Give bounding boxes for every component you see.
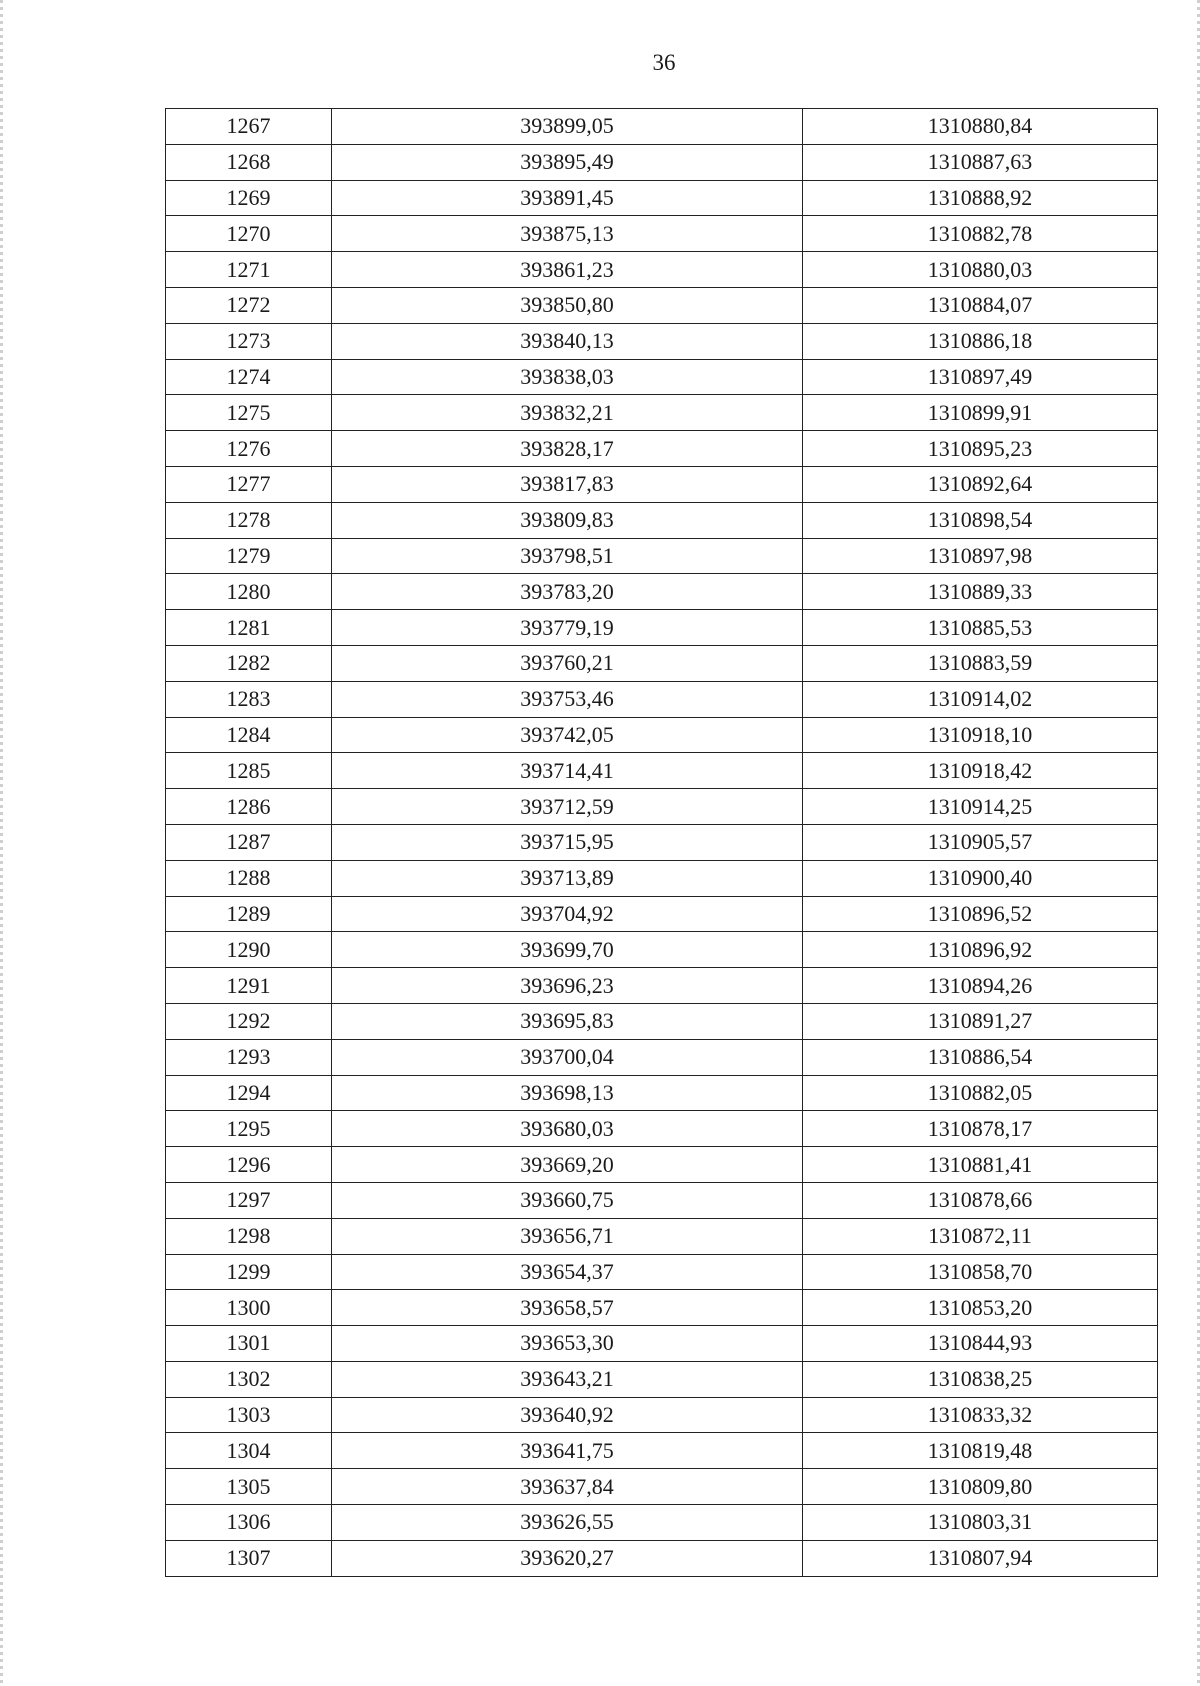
point-number-cell: 1275 — [166, 395, 332, 431]
x-coordinate-cell: 393742,05 — [332, 717, 803, 753]
point-number-cell: 1289 — [166, 896, 332, 932]
table-row — [166, 1254, 1158, 1290]
table-row — [166, 1540, 1158, 1576]
x-coordinate-cell: 393895,49 — [332, 144, 803, 180]
y-coordinate-cell: 1310889,33 — [803, 574, 1158, 610]
table-row — [166, 1111, 1158, 1147]
y-coordinate-cell: 1310899,91 — [803, 395, 1158, 431]
point-number-cell: 1276 — [166, 431, 332, 467]
point-number-cell: 1291 — [166, 968, 332, 1004]
y-coordinate-cell: 1310853,20 — [803, 1290, 1158, 1326]
table-row — [166, 180, 1158, 216]
table-row — [166, 1505, 1158, 1541]
table-row — [166, 1182, 1158, 1218]
y-coordinate-cell: 1310888,92 — [803, 180, 1158, 216]
y-coordinate-cell: 1310900,40 — [803, 860, 1158, 896]
table-row — [166, 1433, 1158, 1469]
x-coordinate-cell: 393654,37 — [332, 1254, 803, 1290]
point-number-cell: 1274 — [166, 359, 332, 395]
table-row — [166, 645, 1158, 681]
table-row — [166, 1039, 1158, 1075]
table-row — [166, 323, 1158, 359]
y-coordinate-cell: 1310892,64 — [803, 466, 1158, 502]
x-coordinate-cell: 393656,71 — [332, 1218, 803, 1254]
point-number-cell: 1302 — [166, 1361, 332, 1397]
coordinates-table — [165, 108, 1158, 1577]
table-row — [166, 216, 1158, 252]
x-coordinate-cell: 393699,70 — [332, 932, 803, 968]
y-coordinate-cell: 1310858,70 — [803, 1254, 1158, 1290]
x-coordinate-cell: 393653,30 — [332, 1326, 803, 1362]
x-coordinate-cell: 393779,19 — [332, 610, 803, 646]
point-number-cell: 1273 — [166, 323, 332, 359]
y-coordinate-cell: 1310883,59 — [803, 645, 1158, 681]
y-coordinate-cell: 1310819,48 — [803, 1433, 1158, 1469]
table-row — [166, 717, 1158, 753]
y-coordinate-cell: 1310914,25 — [803, 789, 1158, 825]
x-coordinate-cell: 393698,13 — [332, 1075, 803, 1111]
x-coordinate-cell: 393809,83 — [332, 502, 803, 538]
point-number-cell: 1303 — [166, 1397, 332, 1433]
point-number-cell: 1304 — [166, 1433, 332, 1469]
point-number-cell: 1272 — [166, 287, 332, 323]
point-number-cell: 1298 — [166, 1218, 332, 1254]
point-number-cell: 1292 — [166, 1003, 332, 1039]
y-coordinate-cell: 1310833,32 — [803, 1397, 1158, 1433]
table-row — [166, 109, 1158, 145]
x-coordinate-cell: 393712,59 — [332, 789, 803, 825]
x-coordinate-cell: 393658,57 — [332, 1290, 803, 1326]
y-coordinate-cell: 1310884,07 — [803, 287, 1158, 323]
x-coordinate-cell: 393700,04 — [332, 1039, 803, 1075]
table-row — [166, 1326, 1158, 1362]
x-coordinate-cell: 393640,92 — [332, 1397, 803, 1433]
y-coordinate-cell: 1310896,92 — [803, 932, 1158, 968]
table-row — [166, 1218, 1158, 1254]
x-coordinate-cell: 393695,83 — [332, 1003, 803, 1039]
table-row — [166, 1147, 1158, 1183]
point-number-cell: 1278 — [166, 502, 332, 538]
x-coordinate-cell: 393850,80 — [332, 287, 803, 323]
table-row — [166, 968, 1158, 1004]
y-coordinate-cell: 1310918,42 — [803, 753, 1158, 789]
table-row — [166, 287, 1158, 323]
table-row — [166, 359, 1158, 395]
y-coordinate-cell: 1310885,53 — [803, 610, 1158, 646]
x-coordinate-cell: 393669,20 — [332, 1147, 803, 1183]
table-row — [166, 610, 1158, 646]
coordinates-table-body — [166, 109, 1158, 1577]
y-coordinate-cell: 1310844,93 — [803, 1326, 1158, 1362]
y-coordinate-cell: 1310905,57 — [803, 824, 1158, 860]
point-number-cell: 1286 — [166, 789, 332, 825]
table-row — [166, 1290, 1158, 1326]
point-number-cell: 1277 — [166, 466, 332, 502]
scan-edge-left — [0, 0, 3, 1686]
point-number-cell: 1288 — [166, 860, 332, 896]
x-coordinate-cell: 393641,75 — [332, 1433, 803, 1469]
point-number-cell: 1295 — [166, 1111, 332, 1147]
y-coordinate-cell: 1310898,54 — [803, 502, 1158, 538]
x-coordinate-cell: 393828,17 — [332, 431, 803, 467]
y-coordinate-cell: 1310803,31 — [803, 1505, 1158, 1541]
table-row — [166, 1075, 1158, 1111]
point-number-cell: 1301 — [166, 1326, 332, 1362]
y-coordinate-cell: 1310881,41 — [803, 1147, 1158, 1183]
table-row — [166, 466, 1158, 502]
x-coordinate-cell: 393696,23 — [332, 968, 803, 1004]
table-row — [166, 395, 1158, 431]
x-coordinate-cell: 393680,03 — [332, 1111, 803, 1147]
x-coordinate-cell: 393713,89 — [332, 860, 803, 896]
x-coordinate-cell: 393840,13 — [332, 323, 803, 359]
table-row — [166, 932, 1158, 968]
point-number-cell: 1281 — [166, 610, 332, 646]
x-coordinate-cell: 393899,05 — [332, 109, 803, 145]
table-row — [166, 753, 1158, 789]
point-number-cell: 1287 — [166, 824, 332, 860]
point-number-cell: 1306 — [166, 1505, 332, 1541]
y-coordinate-cell: 1310882,78 — [803, 216, 1158, 252]
point-number-cell: 1300 — [166, 1290, 332, 1326]
x-coordinate-cell: 393637,84 — [332, 1469, 803, 1505]
table-row — [166, 252, 1158, 288]
point-number-cell: 1280 — [166, 574, 332, 610]
y-coordinate-cell: 1310880,84 — [803, 109, 1158, 145]
point-number-cell: 1297 — [166, 1182, 332, 1218]
x-coordinate-cell: 393861,23 — [332, 252, 803, 288]
point-number-cell: 1269 — [166, 180, 332, 216]
y-coordinate-cell: 1310878,17 — [803, 1111, 1158, 1147]
point-number-cell: 1267 — [166, 109, 332, 145]
table-row — [166, 1361, 1158, 1397]
table-row — [166, 681, 1158, 717]
point-number-cell: 1294 — [166, 1075, 332, 1111]
point-number-cell: 1270 — [166, 216, 332, 252]
y-coordinate-cell: 1310918,10 — [803, 717, 1158, 753]
y-coordinate-cell: 1310878,66 — [803, 1182, 1158, 1218]
point-number-cell: 1296 — [166, 1147, 332, 1183]
point-number-cell: 1285 — [166, 753, 332, 789]
y-coordinate-cell: 1310882,05 — [803, 1075, 1158, 1111]
point-number-cell: 1268 — [166, 144, 332, 180]
x-coordinate-cell: 393838,03 — [332, 359, 803, 395]
x-coordinate-cell: 393620,27 — [332, 1540, 803, 1576]
table-row — [166, 1003, 1158, 1039]
table-row — [166, 538, 1158, 574]
point-number-cell: 1307 — [166, 1540, 332, 1576]
y-coordinate-cell: 1310880,03 — [803, 252, 1158, 288]
table-row — [166, 789, 1158, 825]
y-coordinate-cell: 1310894,26 — [803, 968, 1158, 1004]
point-number-cell: 1279 — [166, 538, 332, 574]
x-coordinate-cell: 393832,21 — [332, 395, 803, 431]
x-coordinate-cell: 393715,95 — [332, 824, 803, 860]
point-number-cell: 1283 — [166, 681, 332, 717]
page-number: 36 — [652, 50, 676, 75]
y-coordinate-cell: 1310809,80 — [803, 1469, 1158, 1505]
y-coordinate-cell: 1310838,25 — [803, 1361, 1158, 1397]
point-number-cell: 1305 — [166, 1469, 332, 1505]
y-coordinate-cell: 1310887,63 — [803, 144, 1158, 180]
table-row — [166, 144, 1158, 180]
y-coordinate-cell: 1310897,98 — [803, 538, 1158, 574]
table-row — [166, 502, 1158, 538]
table-row — [166, 1469, 1158, 1505]
point-number-cell: 1293 — [166, 1039, 332, 1075]
y-coordinate-cell: 1310896,52 — [803, 896, 1158, 932]
x-coordinate-cell: 393660,75 — [332, 1182, 803, 1218]
point-number-cell: 1284 — [166, 717, 332, 753]
y-coordinate-cell: 1310886,54 — [803, 1039, 1158, 1075]
y-coordinate-cell: 1310872,11 — [803, 1218, 1158, 1254]
x-coordinate-cell: 393798,51 — [332, 538, 803, 574]
y-coordinate-cell: 1310891,27 — [803, 1003, 1158, 1039]
point-number-cell: 1271 — [166, 252, 332, 288]
x-coordinate-cell: 393875,13 — [332, 216, 803, 252]
point-number-cell: 1282 — [166, 645, 332, 681]
table-row — [166, 1397, 1158, 1433]
x-coordinate-cell: 393817,83 — [332, 466, 803, 502]
x-coordinate-cell: 393753,46 — [332, 681, 803, 717]
table-row — [166, 860, 1158, 896]
y-coordinate-cell: 1310807,94 — [803, 1540, 1158, 1576]
x-coordinate-cell: 393643,21 — [332, 1361, 803, 1397]
y-coordinate-cell: 1310886,18 — [803, 323, 1158, 359]
x-coordinate-cell: 393760,21 — [332, 645, 803, 681]
y-coordinate-cell: 1310914,02 — [803, 681, 1158, 717]
y-coordinate-cell: 1310895,23 — [803, 431, 1158, 467]
x-coordinate-cell: 393783,20 — [332, 574, 803, 610]
table-row — [166, 574, 1158, 610]
x-coordinate-cell: 393714,41 — [332, 753, 803, 789]
x-coordinate-cell: 393704,92 — [332, 896, 803, 932]
table-row — [166, 824, 1158, 860]
table-row — [166, 896, 1158, 932]
x-coordinate-cell: 393891,45 — [332, 180, 803, 216]
y-coordinate-cell: 1310897,49 — [803, 359, 1158, 395]
table-row — [166, 431, 1158, 467]
point-number-cell: 1290 — [166, 932, 332, 968]
x-coordinate-cell: 393626,55 — [332, 1505, 803, 1541]
point-number-cell: 1299 — [166, 1254, 332, 1290]
